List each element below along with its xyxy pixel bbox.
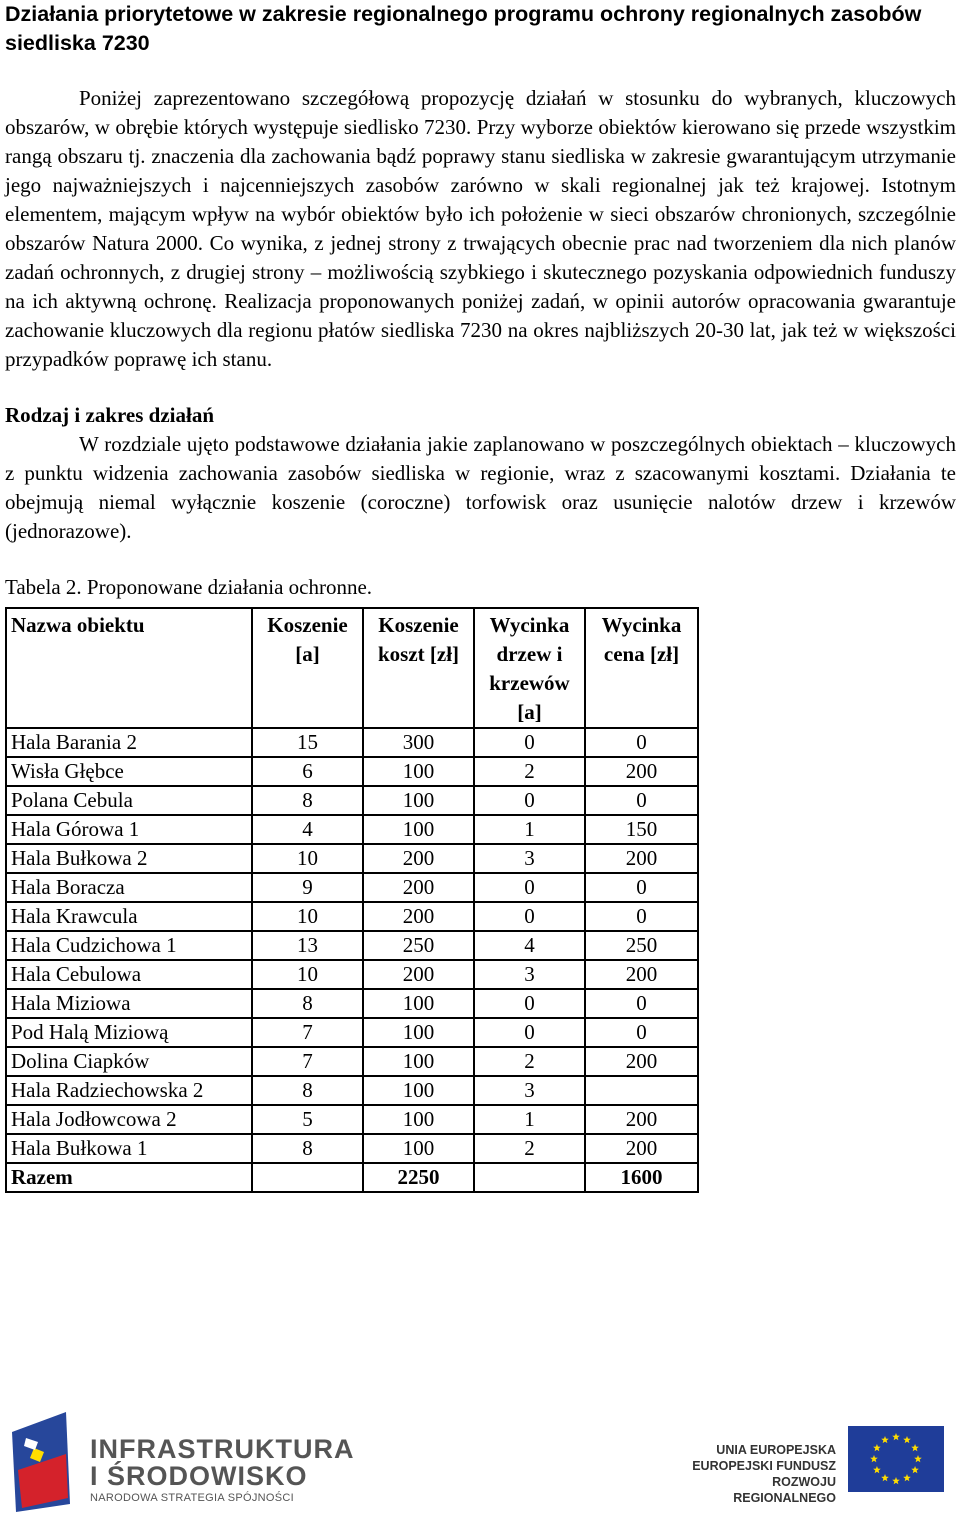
value-cell: 6 (252, 757, 363, 786)
header-cell: Nazwa obiektu (6, 608, 252, 728)
value-cell: 8 (252, 1134, 363, 1163)
actions-table (5, 607, 699, 1193)
eu-logo-text: UNIA EUROPEJSKA EUROPEJSKI FUNDUSZ ROZWOJU REGIONALNEGO (692, 1443, 836, 1505)
value-cell: 8 (252, 989, 363, 1018)
value-cell: 10 (252, 902, 363, 931)
table-row (6, 844, 698, 873)
value-cell: 10 (252, 844, 363, 873)
value-cell: 200 (585, 844, 698, 873)
table-header-row (6, 608, 698, 728)
object-name-cell: Hala Cudzichowa 1 (6, 931, 252, 960)
value-cell: 2 (474, 757, 585, 786)
value-cell: 0 (585, 728, 698, 757)
value-cell: 7 (252, 1018, 363, 1047)
value-cell: 0 (474, 902, 585, 931)
header-cell: Wycinka drzew i krzewów [a] (474, 608, 585, 728)
value-cell: 100 (363, 1134, 474, 1163)
value-cell: 0 (474, 873, 585, 902)
table-row (6, 1018, 698, 1047)
eu-flag-icon (848, 1426, 944, 1492)
object-name-cell: Hala Jodłowcowa 2 (6, 1105, 252, 1134)
value-cell: 0 (474, 786, 585, 815)
value-cell: 4 (474, 931, 585, 960)
object-name-cell: Hala Cebulowa (6, 960, 252, 989)
infrastruktura-emblem-icon (8, 1408, 88, 1516)
object-name-cell: Razem (6, 1163, 252, 1192)
value-cell: 3 (474, 844, 585, 873)
value-cell: 7 (252, 1047, 363, 1076)
value-cell: 200 (363, 873, 474, 902)
value-cell: 100 (363, 1105, 474, 1134)
value-cell: 0 (474, 989, 585, 1018)
infrastruktura-logo (8, 1408, 355, 1516)
value-cell: 13 (252, 931, 363, 960)
value-cell: 15 (252, 728, 363, 757)
value-cell: 200 (585, 1047, 698, 1076)
value-cell: 200 (363, 844, 474, 873)
object-name-cell: Hala Radziechowska 2 (6, 1076, 252, 1105)
value-cell: 3 (474, 1076, 585, 1105)
value-cell: 0 (585, 989, 698, 1018)
value-cell: 3 (474, 960, 585, 989)
object-name-cell: Polana Cebula (6, 786, 252, 815)
value-cell: 2250 (363, 1163, 474, 1192)
infrastruktura-subtitle: NARODOWA STRATEGIA SPÓJNOŚCI (90, 1492, 294, 1504)
value-cell: 4 (252, 815, 363, 844)
document-page (5, 0, 956, 1193)
table-row (6, 786, 698, 815)
object-name-cell: Dolina Ciapków (6, 1047, 252, 1076)
table-row (6, 1076, 698, 1105)
footer-logos (0, 1408, 960, 1516)
value-cell: 0 (585, 902, 698, 931)
object-name-cell: Hala Krawcula (6, 902, 252, 931)
object-name-cell: Hala Barania 2 (6, 728, 252, 757)
object-name-cell: Hala Bułkowa 1 (6, 1134, 252, 1163)
value-cell: 1 (474, 1105, 585, 1134)
value-cell: 100 (363, 786, 474, 815)
table-row (6, 960, 698, 989)
value-cell: 250 (585, 931, 698, 960)
section-title: Rodzaj i zakres działań (5, 403, 215, 427)
object-name-cell: Hala Górowa 1 (6, 815, 252, 844)
object-name-cell: Pod Halą Miziową (6, 1018, 252, 1047)
value-cell: 100 (363, 989, 474, 1018)
object-name-cell: Wisła Głębce (6, 757, 252, 786)
value-cell: 8 (252, 1076, 363, 1105)
table-row (6, 989, 698, 1018)
value-cell: 0 (585, 1018, 698, 1047)
value-cell (585, 1076, 698, 1105)
header-cell: Koszenie koszt [zł] (363, 608, 474, 728)
value-cell: 10 (252, 960, 363, 989)
table-row (6, 815, 698, 844)
table-row (6, 902, 698, 931)
value-cell: 300 (363, 728, 474, 757)
header-cell: Koszenie [a] (252, 608, 363, 728)
object-name-cell: Hala Miziowa (6, 989, 252, 1018)
section-paragraph: W rozdziale ujęto podstawowe działania jakie zaplanowano w poszczególnych obiektach – kluczowych z punktu widzenia zachowania zasobów siedliska w regionie, wraz z szacowanymi kosztami. Działania te obejmują niemal wyłącznie koszenie (coroczne) torfowisk oraz usunięcie nalotów drzew i krzewów (jednorazowe). (5, 432, 956, 543)
table-row (6, 757, 698, 786)
value-cell: 2 (474, 1134, 585, 1163)
value-cell: 1 (474, 815, 585, 844)
object-name-cell: Hala Bułkowa 2 (6, 844, 252, 873)
value-cell: 100 (363, 815, 474, 844)
value-cell: 200 (585, 757, 698, 786)
value-cell: 200 (363, 902, 474, 931)
value-cell: 0 (585, 786, 698, 815)
value-cell: 9 (252, 873, 363, 902)
value-cell (474, 1163, 585, 1192)
value-cell: 2 (474, 1047, 585, 1076)
value-cell: 200 (585, 960, 698, 989)
value-cell: 200 (585, 1134, 698, 1163)
header-cell: Wycinka cena [zł] (585, 608, 698, 728)
table-caption: Tabela 2. Proponowane działania ochronne. (5, 575, 373, 599)
table-row (6, 1105, 698, 1134)
intro-paragraph: Poniżej zaprezentowano szczegółową propozycję działań w stosunku do wybranych, kluczowych obszarów, w obrębie których występuje siedlisko 7230. Przy wyborze obiektów kierowano się przede wszystkim rangą obszaru tj. znaczenia dla zachowania bądź poprawy stanu siedliska w zakresie gwarantującym utrzymanie jego najważniejszych i najcenniejszych zasobów zarówno w skali regionalnej jak też krajowej. Istotnym elementem, mającym wpływ na wybór obiektów było ich położenie w sieci obszarów chronionych, szczególnie obszarów Natura 2000. Co wynika, z jednej strony z trwających obecnie prac nad tworzeniem dla nich planów zadań ochronnych, z drugiej strony – możliwością szybkiego i skutecznego pozyskania odpowiednich funduszy na ich aktywną ochronę. Realizacja proponowanych poniżej zadań, w opinii autorów opracowania gwarantuje zachowanie kluczowych dla regionu płatów siedliska 7230 na okres najbliższych 20-30 lat, jak też w większości przypadków poprawę ich stanu. (5, 86, 956, 371)
value-cell: 0 (474, 1018, 585, 1047)
table-row (6, 873, 698, 902)
value-cell: 5 (252, 1105, 363, 1134)
value-cell: 250 (363, 931, 474, 960)
page-title: Działania priorytetowe w zakresie regionalnego programu ochrony regionalnych zasobów siedliska 7230 (5, 2, 922, 55)
value-cell: 0 (585, 873, 698, 902)
value-cell: 100 (363, 1076, 474, 1105)
value-cell: 150 (585, 815, 698, 844)
object-name-cell: Hala Boracza (6, 873, 252, 902)
table-total-row (6, 1163, 698, 1192)
eu-logo (688, 1424, 948, 1508)
table-row (6, 1134, 698, 1163)
table-row (6, 1047, 698, 1076)
value-cell: 200 (363, 960, 474, 989)
value-cell: 200 (585, 1105, 698, 1134)
table-row (6, 728, 698, 757)
value-cell: 0 (474, 728, 585, 757)
value-cell (252, 1163, 363, 1192)
infrastruktura-title: INFRASTRUKTURA I ŚRODOWISKO (90, 1434, 355, 1491)
value-cell: 100 (363, 1047, 474, 1076)
value-cell: 8 (252, 786, 363, 815)
value-cell: 100 (363, 757, 474, 786)
value-cell: 1600 (585, 1163, 698, 1192)
table-row (6, 931, 698, 960)
value-cell: 100 (363, 1018, 474, 1047)
